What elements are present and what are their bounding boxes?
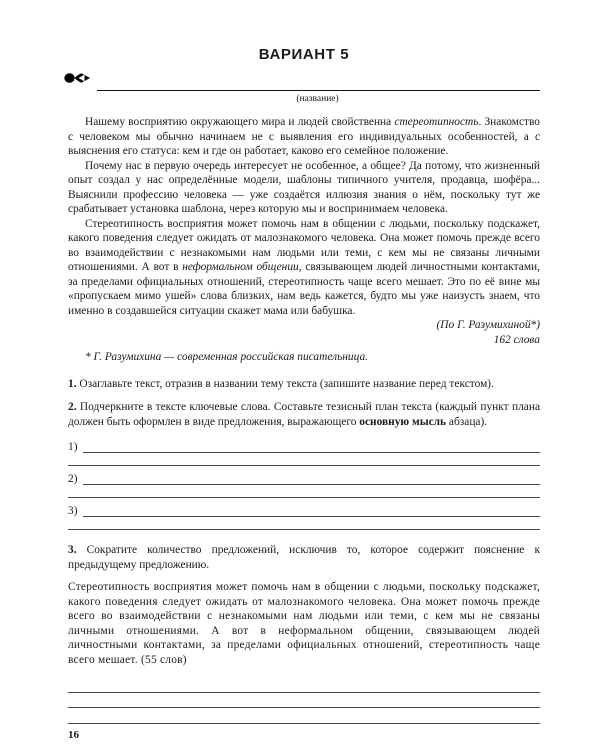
plan-item-3-label: 3) — [68, 505, 78, 517]
plan-item-1-line-a — [83, 452, 541, 453]
task-1-text: Озаглавьте текст, отразив в названии тему текста (запишите название перед текстом). — [76, 377, 494, 390]
passage-paragraph-2: Почему нас в первую очередь интересует не особенное, а общее? Да потому, что жизненный опыт создал у нас определённые модели, шаблоны типичного учителя, продавца, шофёра... Выяснили профессию человека — уже создаётся иллюзия знания о нём, поскольку тут же срабатывает установка шаблона, через которую мы и воспринимаем человека. — [68, 159, 540, 215]
plan-item-2-label: 2) — [68, 473, 78, 485]
title-blank-row — [68, 73, 540, 91]
task-2-number: 2. — [68, 401, 77, 413]
plan-item-2-line-b — [68, 485, 540, 498]
passage-attribution: (По Г. Разумихиной*) — [436, 319, 540, 331]
free-answer-blanks — [68, 677, 540, 724]
plan-item-3-line-a — [83, 516, 541, 517]
plan-item-1-label: 1) — [68, 441, 78, 453]
passage-paragraph-1: Нашему восприятию окружающего мира и людей свойственна стереотипность. Знакомство с человеком мы обычно начинаем не с выявления его индивидуальных особенностей, а с выяснения его статуса: кем и где он работает, каково его семейное положение. — [68, 116, 540, 157]
plan-item-2 — [68, 466, 540, 498]
task-3 — [68, 543, 540, 572]
task-1 — [68, 377, 540, 392]
variant-title: ВАРИАНТ 5 — [258, 46, 350, 63]
answer-line-1 — [68, 677, 540, 693]
task-3-number: 3. — [68, 544, 77, 556]
task-1-number: 1. — [68, 377, 77, 390]
title-blank-line — [97, 90, 540, 91]
plan-item-1 — [68, 434, 540, 466]
title-caption: (название) — [296, 94, 339, 104]
task-2-text: Подчеркните в тексте ключевые слова. Составьте тезисный план текста (каждый пункт плана должен быть оформлен в виде предложения, выражающего основную мысль абзаца). — [68, 401, 540, 428]
summary-paragraph: Стереотипность восприятия может помочь нам в общении с людьми, поскольку подскажет, какого поведения следует ожидать от малознакомого человека. Она может помочь прежде всего во взаимодействии с незнакомыми нам людьми или теми, с кем мы не связаны личными отношениями. А вот в неформальном общении, связывающем людей личностными контактами, за пределами официальных отношений, стереотипность чаще всего мешает. (55 слов) — [68, 581, 540, 666]
answer-line-2 — [68, 693, 540, 709]
passage-paragraph-3: Стереотипность восприятия может помочь нам в общении с людьми, поскольку подскажет, какого поведения следует ожидать от малознакомого человека. Она может помочь прежде всего во взаимодействии с незнакомыми нам людьми или теми, с кем мы не связаны личными отношениями. А вот в неформальном общении, связывающем людей личностными контактами, за пределами официальных отношений, стереотипность чаще всего мешает. Это по её вине мы «пропускаем мимо ушей» слова близких, нам ведь кажется, будто мы уже наизусть знаем, что именно в создавшейся ситуации скажет мама или бабушка. — [68, 217, 540, 317]
plan-item-2-line-a — [83, 484, 541, 485]
plan-item-3-line-b — [68, 517, 540, 530]
pen-nib-icon — [64, 71, 91, 90]
answer-line-3 — [68, 708, 540, 724]
plan-item-3 — [68, 498, 540, 530]
author-footnote: * Г. Разумихина — современная российская писательница. — [85, 351, 368, 363]
plan-item-1-line-b — [68, 453, 540, 466]
plan-answer-blanks — [68, 434, 540, 530]
page-number: 16 — [68, 728, 79, 741]
task-3-text: Сократите количество предложений, исключив то, которое содержит пояснение к предыдущему предложению. — [68, 544, 540, 571]
passage-word-count: 162 слова — [493, 333, 540, 346]
task-2 — [68, 400, 540, 429]
